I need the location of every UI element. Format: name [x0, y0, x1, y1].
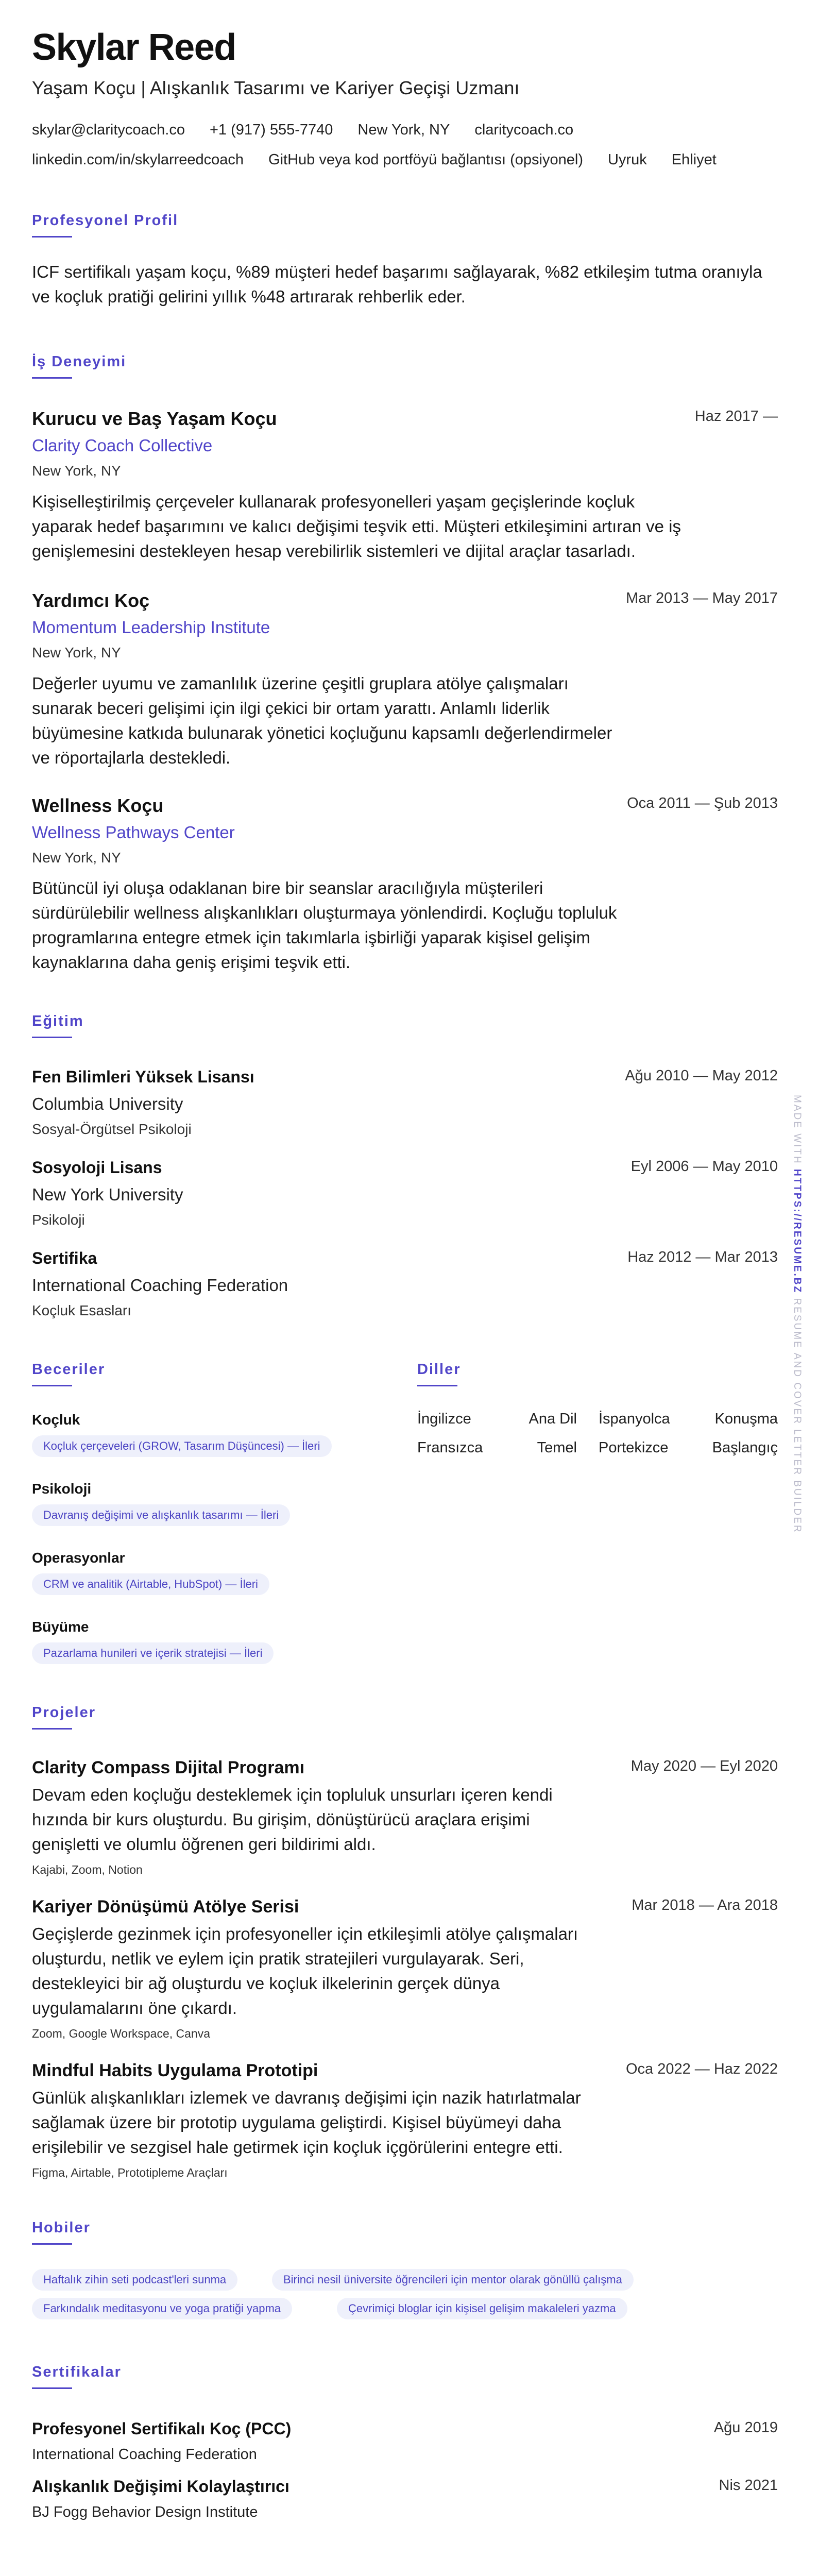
job-date: Mar 2013 — May 2017 [626, 590, 778, 606]
project-tools: Zoom, Google Workspace, Canva [32, 2027, 211, 2040]
job-company: Clarity Coach Collective [32, 436, 213, 455]
skill-tag: Davranış değişimi ve alışkanlık tasarımı — İleri [32, 1504, 290, 1526]
contact-phone[interactable]: +1 (917) 555-7740 [209, 122, 333, 138]
skill-category: Operasyonlar [32, 1550, 125, 1566]
project-title: Mindful Habits Uygulama Prototipi [32, 2061, 318, 2080]
job-date: Haz 2017 — [694, 408, 778, 425]
certification-issuer: International Coaching Federation [32, 2446, 257, 2463]
project-date: Mar 2018 — Ara 2018 [632, 1897, 778, 1913]
project-description: Günlük alışkanlıkları izlemek ve davranış değişimi için nazik hatırlatmalar sağlamak üzere bir prototip uygulama geliştirdi. Kişisel büyümeyi daha erişilebilir ve sezgisel hale getirmek için koçluk içgörülerini entegre etti. [32, 2088, 581, 2157]
certification-name: Alışkanlık Değişimi Kolaylaştırıcı [32, 2477, 289, 2496]
languages-section-underline [417, 1385, 457, 1386]
skills-section-underline [32, 1385, 72, 1386]
watermark [791, 1095, 803, 1534]
education-field: Sosyal-Örgütsel Psikoloji [32, 1121, 192, 1137]
certifications-section-underline [32, 2387, 72, 2389]
projects-section-underline [32, 1728, 72, 1730]
skill-tag: CRM ve analitik (Airtable, HubSpot) — İleri [32, 1573, 269, 1595]
education-field: Koçluk Esasları [32, 1302, 131, 1318]
contact-email[interactable]: skylar@claritycoach.co [32, 122, 185, 138]
job-location: New York, NY [32, 645, 121, 660]
education-field: Psikoloji [32, 1212, 85, 1228]
projects-section-title: Projeler [32, 1704, 96, 1721]
job-title: Wellness Koçu [32, 795, 164, 816]
education-date: Haz 2012 — Mar 2013 [627, 1249, 778, 1265]
language-name: İngilizce [417, 1411, 471, 1427]
contact-github[interactable]: GitHub veya kod portföyü bağlantısı (opsiyonel) [268, 151, 583, 168]
contact-row-secondary [32, 151, 717, 168]
certifications-section-title: Sertifikalar [32, 2364, 122, 2380]
hobby-tag: Birinci nesil üniversite öğrencileri için mentor olarak gönüllü çalışma [272, 2269, 634, 2291]
language-name: Fransızca [417, 1439, 483, 1456]
hobbies-section-underline [32, 2243, 72, 2245]
profile-text: ICF sertifikalı yaşam koçu, %89 müşteri hedef başarımı sağlayarak, %82 etkileşim tutma oranıyla ve koçluk pratiği gelirini yıllık %48 artırarak rehberlik eder. [32, 262, 762, 306]
skill-category: Koçluk [32, 1412, 80, 1428]
skill-tag: Pazarlama hunileri ve içerik stratejisi — İleri [32, 1642, 274, 1664]
job-company: Wellness Pathways Center [32, 823, 235, 842]
contact-location: New York, NY [357, 122, 450, 138]
education-school: New York University [32, 1185, 183, 1204]
project-description: Devam eden koçluğu desteklemek için topluluk unsurları içeren kendi hızında bir kurs oluşturdu. Bu girişim, dönüştürücü araçlara erişimi genişletti ve olumlu öğrenen geri bildirimi aldı. [32, 1785, 553, 1854]
language-level: Temel [537, 1439, 577, 1456]
education-degree: Fen Bilimleri Yüksek Lisansı [32, 1067, 254, 1086]
job-location: New York, NY [32, 463, 121, 479]
job-description: Bütüncül iyi oluşa odaklanan bire bir seanslar aracılığıyla müşterileri sürdürülebilir wellness alışkanlıkları oluşturmaya yönlendirdi. Koçluğu topluluk programlarına entegre etmek için takımlarla işbirliği yaparak kişisel gelişim kaynaklarına daha geniş erişimi teşvik etti. [32, 878, 617, 972]
languages-section-title: Diller [417, 1361, 461, 1378]
profile-section-title: Profesyonel Profil [32, 212, 179, 229]
project-date: Oca 2022 — Haz 2022 [625, 2061, 778, 2077]
language-level: Konuşma [714, 1411, 778, 1427]
skill-category: Büyüme [32, 1619, 89, 1635]
experience-section-title: İş Deneyimi [32, 353, 127, 370]
job-title: Kurucu ve Baş Yaşam Koçu [32, 408, 277, 429]
candidate-subtitle: Yaşam Koçu | Alışkanlık Tasarımı ve Kariyer Geçişi Uzmanı [32, 77, 520, 98]
skill-category: Psikoloji [32, 1481, 92, 1497]
hobby-tag: Farkındalık meditasyonu ve yoga pratiği yapma [32, 2298, 292, 2319]
project-tools: Kajabi, Zoom, Notion [32, 1863, 143, 1876]
project-title: Clarity Compass Dijital Programı [32, 1758, 305, 1777]
language-name: Portekizce [599, 1439, 669, 1456]
job-title: Yardımcı Koç [32, 590, 150, 611]
experience-section-underline [32, 377, 72, 379]
contact-license: Ehliyet [671, 151, 717, 168]
watermark-link[interactable]: HTTPS://RESUME.BZ [792, 1169, 803, 1294]
education-school: International Coaching Federation [32, 1276, 288, 1295]
contact-nationality: Uyruk [607, 151, 647, 168]
project-title: Kariyer Dönüşümü Atölye Serisi [32, 1897, 299, 1917]
education-date: Eyl 2006 — May 2010 [630, 1158, 778, 1175]
job-company: Momentum Leadership Institute [32, 618, 270, 637]
hobby-tag: Haftalık zihin seti podcast'leri sunma [32, 2269, 237, 2291]
hobbies-section-title: Hobiler [32, 2219, 91, 2236]
project-date: May 2020 — Eyl 2020 [630, 1758, 778, 1774]
contact-website[interactable]: claritycoach.co [474, 122, 574, 138]
watermark-suffix: RESUME AND COVER LETTER BUILDER [792, 1298, 803, 1534]
job-date: Oca 2011 — Şub 2013 [627, 795, 778, 811]
education-section-title: Eğitim [32, 1013, 84, 1029]
certification-date: Nis 2021 [719, 2477, 778, 2494]
job-description: Değerler uyumu ve zamanlılık üzerine çeşitli gruplara atölye çalışmaları sunarak beceri gelişimi için ilgi çekici bir ortam yarattı. Anlamlı liderlik büyümesine katkıda bulunarak yönetici koçluğunu kapsamlı değerlendirmeler ve röportajlarla destekledi. [32, 674, 612, 767]
hobby-tag: Çevrimiçi bloglar için kişisel gelişim makaleleri yazma [337, 2298, 627, 2319]
education-school: Columbia University [32, 1094, 183, 1113]
certification-date: Ağu 2019 [713, 2419, 778, 2436]
skills-section-title: Beceriler [32, 1361, 106, 1378]
language-name: İspanyolca [599, 1411, 670, 1427]
language-level: Başlangıç [712, 1439, 778, 1456]
certification-name: Profesyonel Sertifikalı Koç (PCC) [32, 2419, 292, 2438]
skill-tag: Koçluk çerçeveleri (GROW, Tasarım Düşüncesi) — İleri [32, 1435, 332, 1457]
job-description: Kişiselleştirilmiş çerçeveler kullanarak profesyonelleri yaşam geçişlerinde koçluk yaparak hedef başarımını ve kalıcı değişimi teşvik etti. Müşteri etkileşimini artıran ve iş genişlemesini destekleyen hesap verebilirlik sistemleri ve dijital araçlar tasarladı. [32, 492, 681, 561]
job-location: New York, NY [32, 850, 121, 866]
certification-issuer: BJ Fogg Behavior Design Institute [32, 2504, 258, 2520]
contact-row-primary [32, 122, 573, 139]
education-date: Ağu 2010 — May 2012 [625, 1067, 778, 1084]
watermark-prefix: MADE WITH [792, 1095, 803, 1165]
education-section-underline [32, 1037, 72, 1038]
education-degree: Sosyoloji Lisans [32, 1158, 162, 1177]
profile-section-underline [32, 236, 72, 238]
project-description: Geçişlerde gezinmek için profesyoneller için etkileşimli atölye çalışmaları oluşturdu, netlik ve eylem için pratik stratejileri vurgulayarak. Seri, destekleyici bir ağ oluşturdu ve koçluk ilkelerinin gerçek dünya uygulamalarını öne çıkardı. [32, 1924, 578, 2018]
contact-linkedin[interactable]: linkedin.com/in/skylarreedcoach [32, 151, 244, 168]
project-tools: Figma, Airtable, Prototipleme Araçları [32, 2166, 228, 2179]
candidate-name: Skylar Reed [32, 27, 236, 68]
education-degree: Sertifika [32, 1249, 97, 1267]
language-level: Ana Dil [529, 1411, 577, 1427]
